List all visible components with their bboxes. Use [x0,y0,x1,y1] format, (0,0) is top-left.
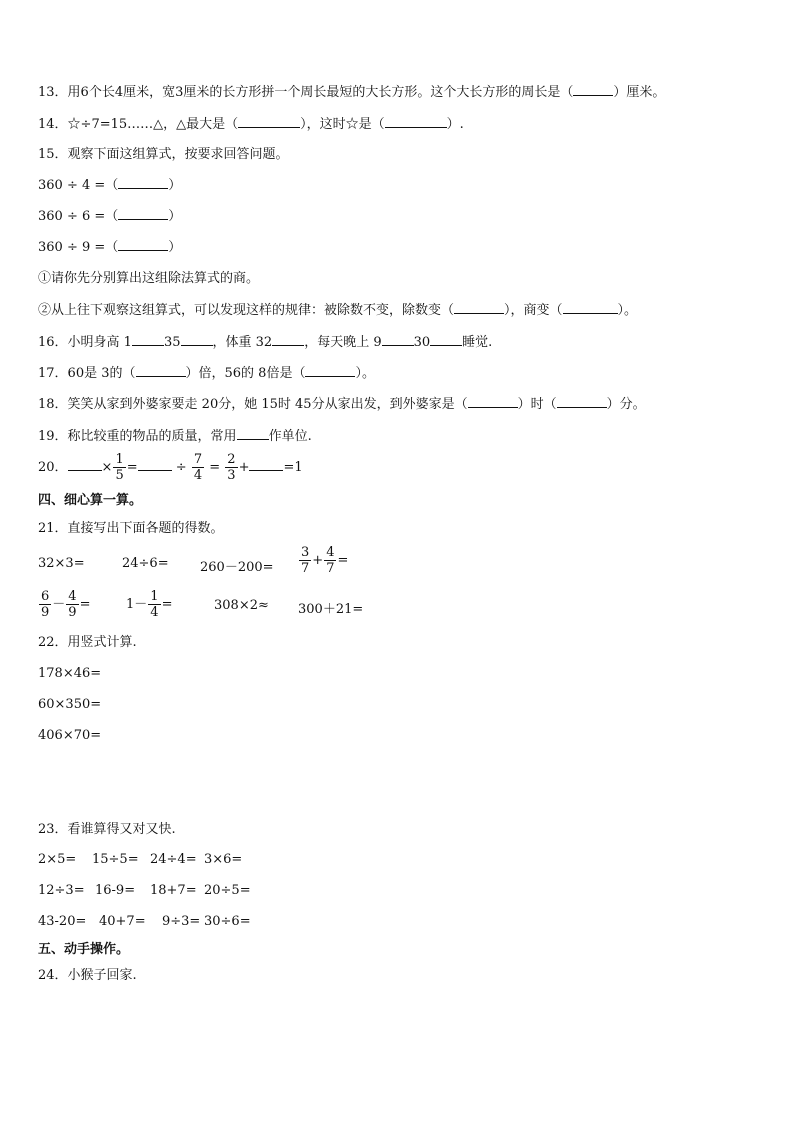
calc-item-fraction: 1－ $\frac{1}{4}$ = [126,589,173,620]
fraction: $\frac{4}{9}$ [68,589,77,620]
answer-blank[interactable] [118,207,168,220]
answer-blank[interactable] [132,333,164,346]
answer-blank[interactable] [563,301,618,314]
question-14: 14．☆÷7=15……△，△最大是（ ），这时☆是（ ）. [38,117,464,132]
question-20: 20． × $\frac{1}{5}$ = ÷ $\frac{7}{4}$ = $\frac{2}{3}$ + =1 [38,452,303,483]
fraction: $\frac{1}{4}$ [150,589,159,620]
division-row: 360 ÷ 6 =（ ） [38,209,182,224]
fraction: $\frac{4}{7}$ [326,545,335,576]
answer-blank[interactable] [305,364,355,377]
quick-calc-item: 15÷5= [92,852,139,867]
fraction: $\frac{7}{4}$ [193,452,203,483]
answer-blank[interactable] [68,458,102,471]
quick-calc-item: 3×6= [204,852,243,867]
fraction: $\frac{6}{9}$ [41,589,50,620]
answer-blank[interactable] [136,364,186,377]
answer-blank[interactable] [272,333,304,346]
calc-item-fraction: $\frac{3}{7}$ + $\frac{4}{7}$ = [301,545,349,576]
division-row: 360 ÷ 4 =（ ） [38,178,182,193]
calc-item: 24÷6= [122,556,169,571]
answer-blank[interactable] [249,458,283,471]
question-18: 18．笑笑从家到外婆家要走 20分，她 15时 45分从家出发，到外婆家是（ ）时（ ）分。 [38,397,646,412]
fraction: $\frac{3}{7}$ [301,545,310,576]
answer-blank[interactable] [118,238,168,251]
quick-calc-item: 24÷4= [150,852,197,867]
quick-calc-item: 43-20= [38,914,87,929]
question-15: 15．观察下面这组算式，按要求回答问题。 [38,147,289,162]
calc-item: 32×3= [38,556,85,571]
vertical-calc-item: 406×70= [38,728,102,743]
quick-calc-item: 20÷5= [204,883,251,898]
fraction: $\frac{2}{3}$ [227,452,236,483]
calc-item: 308×2≈ [214,598,269,613]
answer-blank[interactable] [237,427,269,440]
answer-blank[interactable] [238,115,300,128]
calc-item-fraction: $\frac{6}{9}$ － $\frac{4}{9}$ = [41,589,91,620]
question-23: 23．看谁算得又对又快. [38,822,176,837]
answer-blank[interactable] [557,395,607,408]
question-17: 17．60是 3的（ ）倍，56的 8倍是（ ）。 [38,366,375,381]
quick-calc-item: 16-9= [95,883,136,898]
question-22: 22．用竖式计算. [38,635,137,650]
question-24: 24．小猴子回家. [38,968,137,983]
section-heading-4: 四、细心算一算。 [38,493,143,508]
sub-question-2: ②从上往下观察这组算式，可以发现这样的规律：被除数不变，除数变（ ），商变（ ）。 [38,303,638,318]
quick-calc-item: 18+7= [150,883,197,898]
quick-calc-item: 12÷3= [38,883,85,898]
answer-blank[interactable] [118,176,168,189]
vertical-calc-item: 178×46= [38,666,102,681]
answer-blank[interactable] [382,333,414,346]
question-13: 13．用6个长4厘米，宽3厘米的长方形拼一个周长最短的大长方形。这个大长方形的周长是（ ）厘米。 [38,85,666,100]
answer-blank[interactable] [573,83,613,96]
calc-item: 260－200= [200,560,274,575]
section-heading-5: 五、动手操作。 [38,942,130,957]
calc-item: 300＋21= [298,602,364,617]
quick-calc-item: 30÷6= [204,914,251,929]
quick-calc-item: 40+7= [99,914,146,929]
question-21: 21．直接写出下面各题的得数。 [38,521,224,536]
question-19: 19．称比较重的物品的质量，常用 作单位. [38,429,312,444]
answer-blank[interactable] [454,301,504,314]
answer-blank[interactable] [468,395,518,408]
answer-blank[interactable] [181,333,213,346]
answer-blank[interactable] [430,333,462,346]
division-row: 360 ÷ 9 =（ ） [38,240,182,255]
question-16: 16．小明身高 1 35 ，体重 32 ，每天晚上 9 30 睡觉. [38,335,493,350]
quick-calc-item: 2×5= [38,852,77,867]
vertical-calc-item: 60×350= [38,697,102,712]
fraction: $\frac{1}{5}$ [115,452,124,483]
answer-blank[interactable] [138,458,172,471]
sub-question-1: ①请你先分别算出这组除法算式的商。 [38,271,260,286]
quick-calc-item: 9÷3= [162,914,201,929]
answer-blank[interactable] [385,115,447,128]
